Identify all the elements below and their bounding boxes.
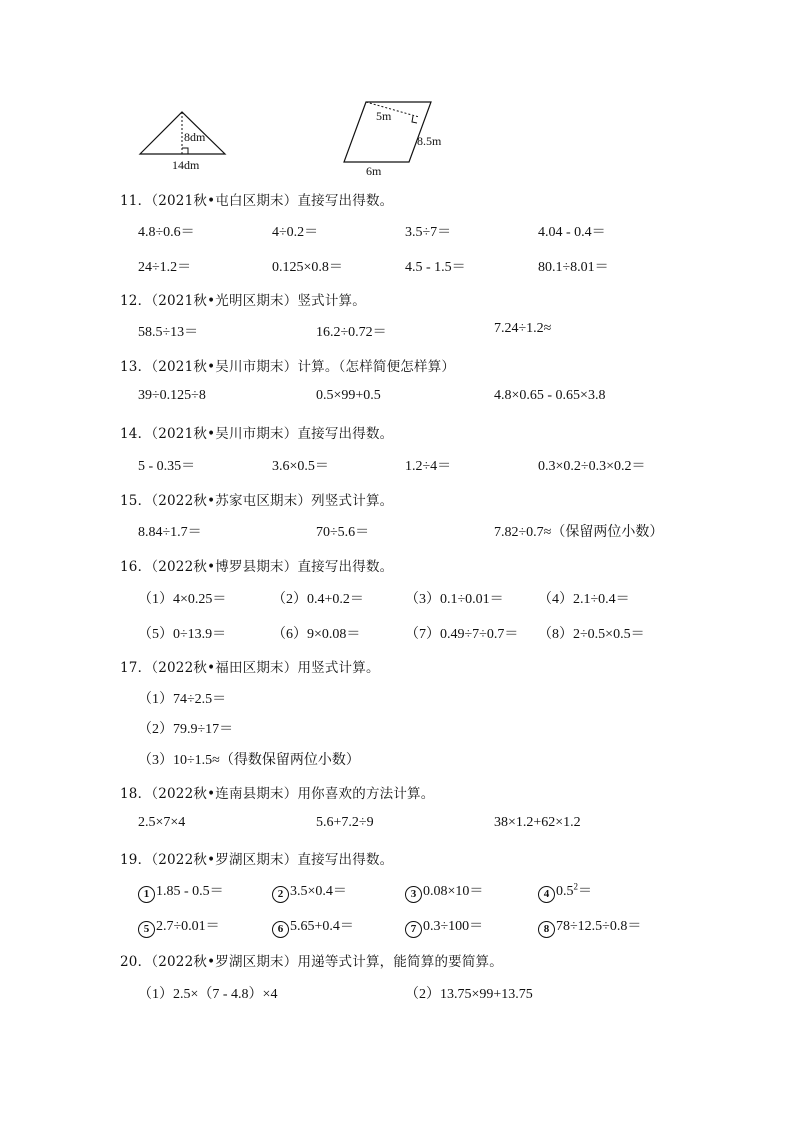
expression: （8）2÷0.5×0.5＝ [538, 627, 645, 642]
triangle-base-label: 14dm [172, 158, 200, 172]
expression: 0.08×10＝ [423, 884, 484, 899]
expression: 0.3÷100＝ [423, 919, 484, 934]
expression: 1.85 - 0.5＝ [156, 884, 224, 899]
circled-expression [405, 880, 483, 903]
expression: 4÷0.2＝ [272, 225, 319, 240]
expression: 2.5×7×4 [138, 815, 186, 830]
expression: 7.82÷0.7≈（保留两位小数） [494, 525, 664, 540]
circled-expression [138, 880, 224, 903]
parallelogram-right-angle [412, 116, 417, 123]
circled-number: 3 [405, 886, 422, 903]
expression-base: 0.5 [556, 884, 574, 899]
expression: 38×1.2+62×1.2 [494, 815, 581, 830]
question-15-title: 15．（2022秋•苏家屯区期末）列竖式计算。 [120, 493, 394, 509]
expression: 16.2÷0.72＝ [316, 325, 387, 340]
circled-expression [272, 880, 347, 903]
question-13-title: 13．（2021秋•吴川市期末）计算。（怎样简便怎样算） [120, 359, 456, 375]
expression: 3.5×0.4＝ [290, 884, 347, 899]
expression: 0.125×0.8＝ [272, 260, 343, 275]
expression: 0.5×99+0.5 [316, 388, 381, 403]
parallelogram-height [366, 102, 419, 117]
expression: （1）2.5×（7 - 4.8）×4 [138, 987, 278, 1002]
expression: 5 - 0.35＝ [138, 459, 196, 474]
expression: 3.5÷7＝ [405, 225, 452, 240]
exponent: 2 [573, 881, 578, 892]
expression: 80.1÷8.01＝ [538, 260, 609, 275]
circled-number: 7 [405, 921, 422, 938]
circled-expression [405, 915, 483, 938]
question-12-title: 12．（2021秋•光明区期末）竖式计算。 [120, 293, 366, 309]
equals-sign: ＝ [578, 884, 592, 899]
circled-number: 1 [138, 886, 155, 903]
expression: 5.6+7.2÷9 [316, 815, 374, 830]
expression: 4.04 - 0.4＝ [538, 225, 606, 240]
expression: （1）4×0.25＝ [138, 592, 227, 607]
expression: 39÷0.125÷8 [138, 388, 206, 403]
expression: 2.7÷0.01＝ [156, 919, 220, 934]
circled-expression [538, 880, 592, 903]
question-16-title: 16．（2022秋•博罗县期末）直接写出得数。 [120, 559, 394, 575]
question-19-title: 19．（2022秋•罗湖区期末）直接写出得数。 [120, 852, 394, 868]
circled-expression [538, 915, 641, 938]
expression: 4.8×0.65 - 0.65×3.8 [494, 388, 606, 403]
circled-expression [272, 915, 354, 938]
expression: 5.65+0.4＝ [290, 919, 354, 934]
expression: （3）10÷1.5≈（得数保留两位小数） [138, 753, 360, 768]
expression: 70÷5.6＝ [316, 525, 370, 540]
triangle-height-label: 8dm [184, 130, 206, 144]
geometry-figures [130, 92, 470, 184]
expression: （2）13.75×99+13.75 [405, 987, 533, 1002]
expression: 4.5 - 1.5＝ [405, 260, 466, 275]
question-14-title: 14．（2021秋•吴川市期末）直接写出得数。 [120, 426, 394, 442]
expression: （1）74÷2.5＝ [138, 692, 227, 707]
triangle-right-angle [182, 148, 188, 154]
expression: 1.2÷4＝ [405, 459, 452, 474]
question-20-title: 20．（2022秋•罗湖区期末）用递等式计算，能简算的要简算。 [120, 954, 503, 970]
circled-number: 4 [538, 886, 555, 903]
expression: 3.6×0.5＝ [272, 459, 329, 474]
parallelogram-base-label: 6m [366, 164, 382, 178]
circled-number: 8 [538, 921, 555, 938]
expression: （4）2.1÷0.4＝ [538, 592, 630, 607]
question-17-title: 17．（2022秋•福田区期末）用竖式计算。 [120, 660, 380, 676]
parallelogram-side-label: 8.5m [417, 134, 442, 148]
question-18-title: 18．（2022秋•连南县期末）用你喜欢的方法计算。 [120, 786, 435, 802]
expression: （3）0.1÷0.01＝ [405, 592, 504, 607]
circled-expression [138, 915, 220, 938]
expression: 7.24÷1.2≈ [494, 321, 552, 336]
expression: （5）0÷13.9＝ [138, 627, 227, 642]
expression: 0.3×0.2÷0.3×0.2＝ [538, 459, 646, 474]
circled-number: 5 [138, 921, 155, 938]
circled-number: 2 [272, 886, 289, 903]
expression: 78÷12.5÷0.8＝ [556, 919, 642, 934]
expression: 4.8÷0.6＝ [138, 225, 195, 240]
expression: （7）0.49÷7÷0.7＝ [405, 627, 519, 642]
expression: （6）9×0.08＝ [272, 627, 361, 642]
expression: （2）0.4+0.2＝ [272, 592, 364, 607]
expression: （2）79.9÷17＝ [138, 722, 234, 737]
circled-number: 6 [272, 921, 289, 938]
expression: 58.5÷13＝ [138, 325, 199, 340]
expression: 8.84÷1.7＝ [138, 525, 202, 540]
expression: 24÷1.2＝ [138, 260, 192, 275]
parallelogram-inner-label: 5m [376, 109, 392, 123]
question-11-title: 11．（2021秋•屯白区期末）直接写出得数。 [120, 193, 394, 209]
